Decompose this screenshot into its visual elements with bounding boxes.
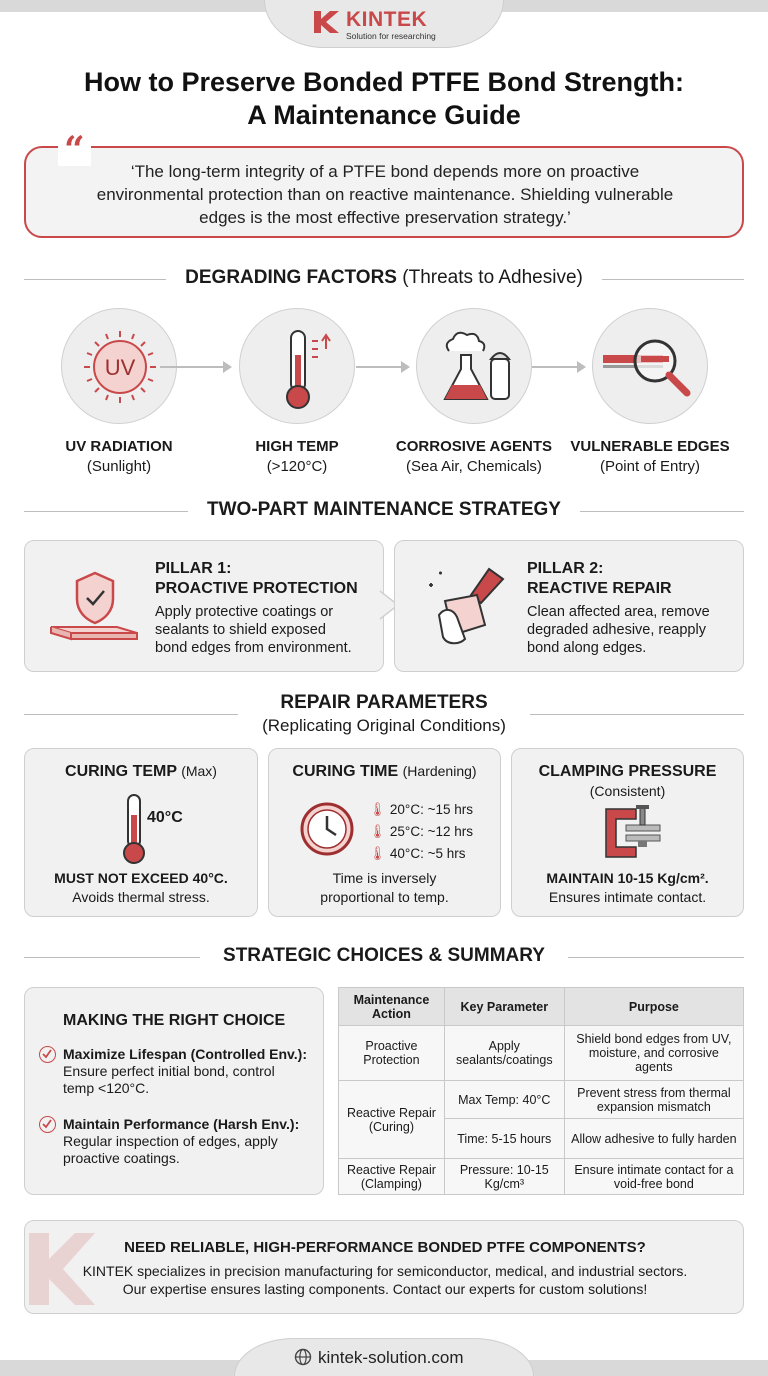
choice-line: Ensure perfect initial bond, control [63,1063,275,1079]
pillar-text-line: bond edges from environment. [155,640,352,656]
magnifier-edge-icon [593,309,709,425]
pillar-title-line: PILLAR 1: [155,560,232,577]
choice-line: temp <120°C. [63,1080,150,1096]
cleaning-hand-icon [419,565,515,649]
choices-title: MAKING THE RIGHT CHOICE [63,1012,286,1029]
pillar-2-card [394,540,744,672]
param-text-1: Time is inversely [332,870,437,886]
table-cell: Reactive Repair (Clamping) [339,1159,445,1195]
quote-line-3: edges is the most effective preservation strategy.’ [199,208,571,227]
brand-tagline: Solution for researching [346,31,436,41]
factor-corrosive [394,308,554,475]
pillar-1-text [155,603,352,657]
factor-name: HIGH TEMP [255,438,339,455]
curing-time-text: 40°C: ~5 hrs [389,846,466,861]
choice-item-2 [63,1116,319,1167]
table-cell: Time: 5-15 hours [444,1119,564,1159]
table-cell: Apply sealants/coatings [444,1026,564,1081]
param-title [269,763,500,781]
pillar-text-line: sealants to shield exposed [155,622,326,638]
param-card-curing-temp [24,748,258,917]
param-text-2: Avoids thermal stress. [72,889,210,905]
param-title [25,763,257,781]
clock-icon [299,801,355,857]
table-cell: Max Temp: 40°C [444,1081,564,1119]
cta-title: NEED RELIABLE, HIGH-PERFORMANCE BONDED PTFE COMPONENTS? [124,1239,646,1256]
factor-name: UV RADIATION [65,438,173,455]
cta-text [25,1262,744,1298]
choice-heading: Maximize Lifespan (Controlled Env.): [63,1046,307,1062]
check-circle-icon [39,1116,56,1133]
small-thermometer-icon: 🌡 [369,802,387,817]
repair-section-title: REPAIR PARAMETERS [280,692,488,713]
factor-vulnerable-edges [570,308,730,475]
param-text-1: MAINTAIN 10-15 Kg/cm². [546,870,709,886]
table-header: Key Parameter [444,988,564,1026]
divider [530,714,744,715]
strategy-section-title: TWO-PART MAINTENANCE STRATEGY [207,499,561,520]
footer-url-link[interactable]: kintek-solution.com [318,1348,464,1367]
quote-line-2: environmental protection than on reactive maintenance. Shielding vulnerable [96,185,674,204]
quote-line-1: ‘The long-term integrity of a PTFE bond depends more on proactive [130,162,640,181]
pillar-title-line: PILLAR 2: [527,560,604,577]
table-row [339,1081,744,1119]
param-qualifier: (Consistent) [589,783,666,799]
curing-time-list [369,799,473,865]
check-circle-icon [39,1046,56,1063]
small-thermometer-icon: 🌡 [369,824,387,839]
choices-card [24,987,324,1195]
kintek-logo-icon [312,9,342,35]
param-title-text: CURING TIME [292,763,399,780]
factors-section-title [24,267,744,289]
quote-mark-icon: “ [58,134,91,166]
pillar-2-title [527,559,672,599]
factor-sub: (Sunlight) [86,458,152,475]
cta-line: Our expertise ensures lasting components. Contact our experts for custom solutions! [122,1281,648,1297]
table-header: Purpose [564,988,743,1026]
curing-time-text: 20°C: ~15 hrs [389,802,473,817]
param-title: CLAMPING PRESSURE [538,763,717,780]
table-cell: Prevent stress from thermal expansion mismatch [564,1081,743,1119]
choice-line: Regular inspection of edges, apply [63,1133,278,1149]
summary-section-header [24,945,744,969]
title-line-1: How to Preserve Bonded PTFE Bond Strength: [83,67,685,97]
page-title [0,66,768,132]
param-title-text: CURING TEMP [65,763,177,780]
pillar-1-title [155,559,358,599]
factors-section-header [24,267,744,291]
curing-time-row [369,799,473,821]
factor-name: VULNERABLE EDGES [570,438,730,455]
factor-high-temp [217,308,377,475]
thermometer-icon [117,793,151,865]
repair-section-subtitle: (Replicating Original Conditions) [262,716,506,735]
thermometer-icon [240,309,356,425]
param-text-2: proportional to temp. [320,889,449,905]
param-text-1: MUST NOT EXCEED 40°C. [54,870,228,886]
divider [24,714,238,715]
factor-sub: (Point of Entry) [599,458,701,475]
pillar-1-card [24,540,384,672]
table-cell: Allow adhesive to fully harden [564,1119,743,1159]
factor-sub: (>120°C) [266,458,328,475]
curing-temp-value: 40°C [147,809,183,826]
summary-section-title: STRATEGIC CHOICES & SUMMARY [223,945,545,966]
factor-sub: (Sea Air, Chemicals) [406,458,542,475]
factor-icon-circle [592,308,708,424]
param-text-2: Ensures intimate contact. [548,889,707,905]
cta-banner [24,1220,744,1314]
small-thermometer-icon: 🌡 [369,846,387,861]
table-header-row [339,988,744,1026]
repair-section-header [24,692,744,740]
curing-time-row [369,843,473,865]
pillar-text-line: Clean affected area, remove [527,604,710,620]
pillar-text-line: degraded adhesive, reapply [527,622,706,638]
pillar-text-line: bond along edges. [527,640,647,656]
choice-item-1 [63,1046,319,1097]
c-clamp-icon [596,803,662,863]
title-line-2: A Maintenance Guide [247,100,521,130]
quote-text [60,160,710,229]
table-row [339,1159,744,1195]
factor-icon-circle [239,308,355,424]
table-header: Maintenance Action [339,988,445,1026]
curing-time-row [369,821,473,843]
globe-icon [294,1348,312,1366]
pillar-text-line: Apply protective coatings or [155,604,334,620]
summary-table [338,987,744,1195]
factor-name: CORROSIVE AGENTS [395,438,553,455]
pillar-title-line: PROACTIVE PROTECTION [155,580,358,597]
pillar-title-line: REACTIVE REPAIR [527,580,672,597]
table-cell: Reactive Repair (Curing) [339,1081,445,1159]
table-cell: Ensure intimate contact for a void-free bond [564,1159,743,1195]
table-cell: Shield bond edges from UV, moisture, and corrosive agents [564,1026,743,1081]
factor-uv [39,308,199,475]
factors-subtitle: (Threats to Adhesive) [402,267,583,288]
flask-chemicals-icon [417,309,533,425]
curing-time-text: 25°C: ~12 hrs [389,824,473,839]
table-cell: Proactive Protection [339,1026,445,1081]
factor-icon-circle [416,308,532,424]
table-row [339,1026,744,1081]
param-card-clamping-pressure [511,748,744,917]
strategy-section-header [24,499,744,523]
param-card-curing-time [268,748,501,917]
param-qualifier: (Hardening) [402,763,477,779]
uv-badge: UV [104,355,136,380]
cta-line: KINTEK specializes in precision manufacturing for semiconductor, medical, and industrial sectors. [82,1263,688,1279]
param-qualifier: (Max) [181,763,217,779]
choice-line: proactive coatings. [63,1150,180,1166]
shield-check-icon [47,569,143,645]
brand-name: KINTEK [346,8,428,31]
choice-heading: Maintain Performance (Harsh Env.): [63,1116,300,1132]
factors-title: DEGRADING FACTORS [185,267,397,288]
table-cell: Pressure: 10-15 Kg/cm³ [444,1159,564,1195]
pillar-2-text [527,603,710,657]
